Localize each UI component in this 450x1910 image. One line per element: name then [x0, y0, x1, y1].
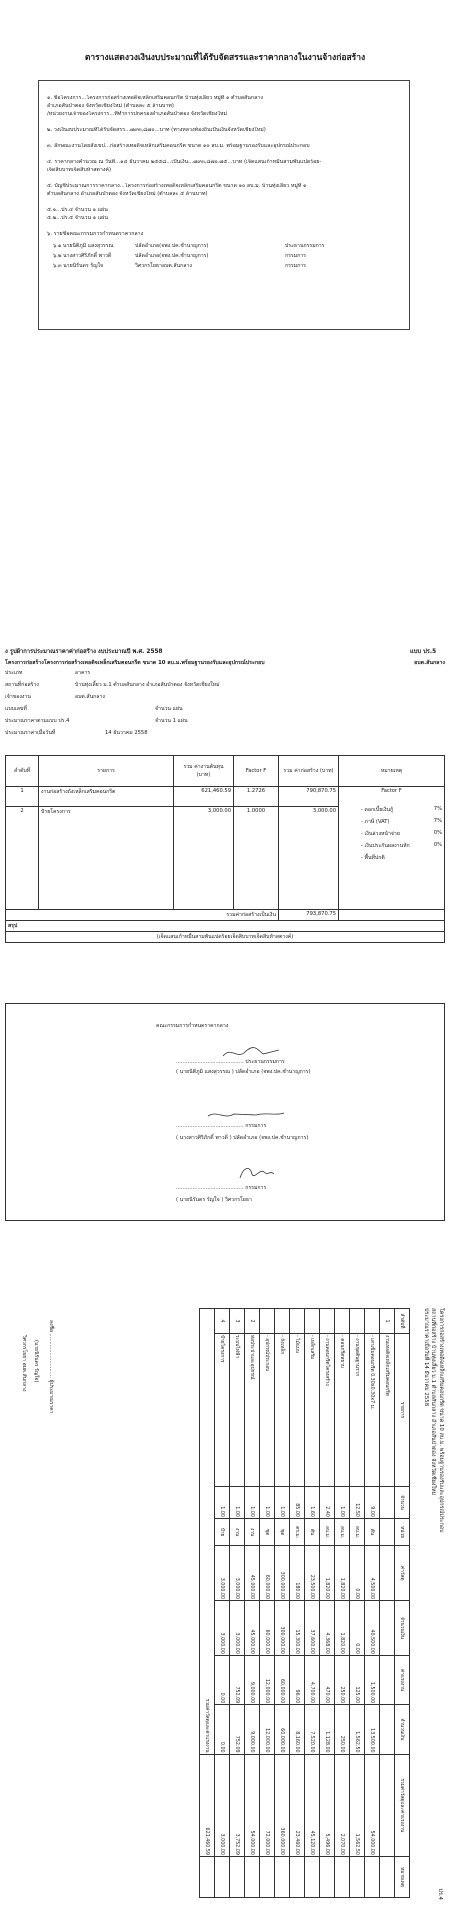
table-cell: 54,000.00 — [365, 1754, 380, 1856]
table-row — [350, 1309, 365, 1898]
info-value: บ้านทุ่งเลี้ยว ม.1 ตำบลสันกลาง อำเภอสันป่าตอง จังหวัดเชียงใหม่ — [75, 682, 220, 688]
table-cell: 360,000.00 — [275, 1754, 290, 1856]
table-cell: 4,368.00 — [320, 1601, 335, 1656]
committee-title: คณะกรรมการกำหนดราคากลาง — [156, 1023, 229, 1029]
table-row — [320, 1309, 335, 1898]
table-cell: 752.09 — [230, 1705, 245, 1754]
info-drawing-no — [5, 706, 183, 713]
table-cell: 1.00 — [275, 1487, 290, 1519]
table-cell: 752.09 — [230, 1655, 245, 1704]
table-cell: 1.00 — [260, 1487, 275, 1519]
summary-line-3: /หน่วยงานเจ้าของโครงการ...ที่ทำการปกครองอำเภอสันป่าตอง จังหวัดเชียงใหม่ — [47, 111, 228, 117]
summary-line-5: ๓. ลักษณะงานโดยสังเขป...ก่อสร้างเทอดิจเหล็กเสริมคอนกรีต ขนาด ๑๐ ลบ.ม. พร้อมฐานรองรับและอุปกรณ์ประกอบ — [47, 143, 310, 149]
bill-of-quantities-page — [0, 1300, 450, 1910]
info-value: 14 ธันวาคม 2558 — [105, 730, 148, 736]
table-cell: - ไม้แบบ — [290, 1334, 305, 1487]
table-cell: ชุด — [275, 1518, 290, 1545]
committee-role: กรรมการ — [285, 253, 306, 259]
col-header: จำนวน — [395, 1487, 410, 1519]
table-cell: 125.00 — [350, 1655, 365, 1704]
table-cell: 12,000.00 — [260, 1705, 275, 1754]
table-cell: 45,000.00 — [245, 1546, 260, 1601]
table-row — [305, 1309, 320, 1898]
table-cell — [380, 1487, 395, 1519]
table-cell — [365, 1856, 380, 1897]
cost-summary-table — [5, 755, 445, 943]
row-factor: 1.0000 — [234, 807, 279, 910]
table-cell — [380, 1546, 395, 1601]
signatory-name: ( นายนิรันดร รัญใจ ) วิศวกรโยธา — [176, 1197, 252, 1203]
table-cell: 3,000.00 — [215, 1754, 230, 1856]
summary-text-row — [6, 932, 445, 943]
info-value: จำนวน แผ่น — [155, 706, 183, 712]
table-cell: 2.40 — [320, 1487, 335, 1519]
row-total: 790,870.75 — [279, 787, 339, 807]
table-cell — [320, 1309, 335, 1334]
boq-title-line: โครงการก่อสร้างเทอดิจเหล็กเสริมคอนกรีต ขนาด 10 ลบ.ม. พร้อมฐานรองรับและอุปกรณ์ประกอบ — [438, 1308, 444, 1533]
table-cell: 1,562.50 — [350, 1705, 365, 1754]
table-cell: 9,000.00 — [245, 1705, 260, 1754]
signature-line: ......................................... กรรมการ — [176, 1185, 267, 1191]
factor-line: - เงินประกันผลงานหัก 0% — [361, 842, 442, 849]
factor-line: - ดอกเบี้ยเงินกู้ 7% — [361, 806, 442, 813]
table-cell: 3 — [230, 1309, 245, 1334]
table-cell — [335, 1309, 350, 1334]
signature-line: ......................................... กรรมการ — [176, 1123, 267, 1129]
table-cell: 300,000.00 — [275, 1546, 290, 1601]
committee-position: วิศวกรโยธาอบต.สันกลาง — [135, 263, 192, 269]
boq-header-row — [395, 1309, 410, 1898]
table-cell: 2 — [245, 1309, 260, 1334]
table-header-row — [6, 756, 445, 787]
row-factor: 1.2726 — [234, 787, 279, 807]
boq-page-code: ปร.4 — [437, 1888, 443, 1900]
committee-row-2 — [53, 253, 403, 260]
table-cell: 13,500.00 — [365, 1705, 380, 1754]
row-cost: 621,460.59 — [174, 787, 234, 807]
col-header: หมายเหตุ — [395, 1856, 410, 1897]
table-cell — [350, 1309, 365, 1334]
factor-line: - เงินล่วงหน้าจ่าย 0% — [361, 830, 442, 837]
table-cell: 1.00 — [245, 1487, 260, 1519]
info-label: ประมาณราคาตามแบบ ปร.4 — [5, 718, 70, 724]
project-name: โครงการก่อสร้างโครงการก่อสร้างเทอดิจเหล็กเสริมคอนกรีต ขนาด 10 ลบ.ม.พร้อมฐานรองรับและอุปกรณ์ประกอบ — [5, 660, 265, 666]
table-row — [335, 1309, 350, 1898]
factor-line: - ภาษี (VAT) 7% — [361, 818, 442, 825]
col-header: ค่าวัสดุ — [395, 1546, 410, 1601]
table-cell: 72,000.00 — [260, 1754, 275, 1856]
sum-label: รวมค่าก่อสร้างเป็นเงิน — [6, 910, 279, 921]
table-cell — [230, 1856, 245, 1897]
table-row — [380, 1309, 395, 1898]
summary-line-4: ๒. วงเงินงบประมาณที่ได้รับจัดสรร...๗๙๓,๘๗๐...บาท (ทางหลวงท้องถิ่นเป็นเงินจังหวัดเชียงใหม่) — [47, 127, 266, 133]
row-no: 2 — [6, 807, 39, 910]
table-cell: 300,000.00 — [275, 1601, 290, 1656]
table-cell — [305, 1309, 320, 1334]
table-cell: ตร.ม. — [290, 1518, 305, 1545]
table-cell: 54,000.00 — [245, 1754, 260, 1856]
table-cell: 3,752.09 — [230, 1754, 245, 1856]
info-value: จำนวน 1 แผ่น — [155, 718, 188, 724]
page1-title: ตารางแสดงวงเงินงบประมาณที่ได้รับจัดสรรและราคากลางในงานจ้างก่อสร้าง — [84, 53, 366, 63]
table-cell: ลบ.ม. — [320, 1518, 335, 1545]
table-cell: 15,300.00 — [290, 1601, 305, 1656]
table-row — [230, 1309, 245, 1898]
table-row — [215, 1309, 230, 1898]
table-cell: 9.00 — [365, 1487, 380, 1519]
table-cell: 1.00 — [230, 1487, 245, 1519]
table-cell: 180.00 — [290, 1546, 305, 1601]
summary-text: (เจ็ดแสนเก้าหมื่นสามพันแปดร้อยเจ็ดสิบบาทเจ็ดสิบห้าสตางค์) — [6, 932, 445, 943]
table-cell — [380, 1705, 395, 1754]
table-cell: 4 — [215, 1309, 230, 1334]
col-header: รวมค่าวัสดุและค่าแรงงาน — [395, 1754, 410, 1856]
table-cell: 4,500.00 — [365, 1546, 380, 1601]
table-cell: 250.00 — [335, 1655, 350, 1704]
table-cell: งาน — [230, 1518, 245, 1545]
table-cell: 3,000.00 — [215, 1601, 230, 1656]
table-cell: 23,500.00 — [305, 1546, 320, 1601]
summary-line-11: ๕.๒...ปร.๕ จำนวน ๑ แผ่น — [47, 215, 108, 221]
table-cell — [305, 1856, 320, 1897]
table-cell — [290, 1856, 305, 1897]
table-cell: - ถังเหล็ก — [275, 1334, 290, 1487]
table-cell: 3,000.00 — [215, 1546, 230, 1601]
factor-line: - พื้นที่ปกติ — [361, 855, 385, 861]
project-owner: อบต.สันกลาง — [414, 660, 445, 666]
committee-row-3 — [53, 263, 403, 270]
table-cell: 1,500.00 — [365, 1655, 380, 1704]
summary-line-6: ๔. ราคากลางคำนวณ ณ วันที่...๑๔ ธันวาคม ๒๕๕๘...เป็นเงิน...๗๙๓,๘๗๐.๗๕...บาท (เจ็ดแสนเก้าหมื่นสามพันแปดร้อย- — [47, 159, 322, 165]
table-cell — [260, 1309, 275, 1334]
table-cell: 85.00 — [290, 1487, 305, 1519]
summary-line-8: ๕. บัญชีประมาณการราคากลาง...โครงการก่อสร้างเทอดิจเหล็กเสริมคอนกรีต ขนาด ๑๐ ลบ.ม. บ้านทุ่งเลี้ยว หมู่ที่ ๑ — [47, 183, 307, 189]
boq-title-line: ประมาณราคาเมื่อวันที่ 14 ธันวาคม 2558 — [423, 1308, 429, 1407]
project-header — [5, 660, 445, 667]
committee-role: กรรมการ — [285, 263, 306, 269]
signatory-name: ( นายนิติภูมิ แสงสุวรรณ ) ปลัดอำเภอ (จพง.ปค.ชำนาญการ) — [176, 1069, 311, 1075]
boq-total-label: รวมค่าวัสดุและค่าแรงงาน — [200, 1309, 215, 1755]
table-cell: ลบ.ม. — [350, 1518, 365, 1545]
table-cell: - งานขุดดินฐานราก — [350, 1334, 365, 1487]
table-cell: - งานคอนกรีตโครงสร้าง — [320, 1334, 335, 1487]
info-label: ประมาณราคาเมื่อวันที่ — [5, 730, 56, 736]
col-header: หมายเหตุ — [339, 756, 445, 787]
table-cell — [260, 1856, 275, 1897]
table-cell: 45,000.00 — [245, 1601, 260, 1656]
table-cell: 4,700.00 — [305, 1655, 320, 1704]
estimator-position: วิศวกรโยธา อบต.สันกลาง — [21, 1335, 27, 1392]
info-label: ประเภท — [5, 670, 23, 676]
table-row — [290, 1309, 305, 1898]
boq-total-value: 621,460.59 — [200, 1754, 215, 1856]
table-cell: - เสาเข็มคอนกรีต 0.30x0.30x7 ม. — [365, 1334, 380, 1487]
col-header: รวม ค่าก่อสร้าง (บาท) — [279, 756, 339, 787]
table-row — [275, 1309, 290, 1898]
table-cell: 60,000.00 — [260, 1601, 275, 1656]
table-cell — [380, 1601, 395, 1656]
col-header: รายการ — [39, 756, 174, 787]
table-cell: 60,000.00 — [260, 1546, 275, 1601]
boq-total-row — [200, 1309, 215, 1898]
committee-name: ๖.๒ นางสาวศิริภักดิ์ พาวดี — [53, 253, 112, 259]
summary-line-1: ๑. ชื่อโครงการ...โครงการก่อสร้างเทอดิจเหล็กเสริมคอนกรีต บ้านทุ่งเลี้ยว หมู่ที่ ๑ ตำบลสันกลาง — [47, 95, 263, 101]
summary-line-12: ๖. รายชื่อคณะกรรมการกำหนดราคากลาง — [47, 231, 144, 237]
info-label: แบบเลขที่ — [5, 706, 27, 712]
signature-line: ......................................... ประธานกรรมการ — [176, 1059, 285, 1065]
table-cell: 1.00 — [215, 1487, 230, 1519]
form-header-title: ง รูปผ้าการประมาณราคาค่าก่อสร้าง งบประมาณปี พ.ศ. 2558 — [5, 649, 163, 655]
table-cell: 470.00 — [320, 1655, 335, 1704]
signature-3 — [236, 1162, 276, 1184]
table-cell: 37,600.00 — [305, 1601, 320, 1656]
table-cell: ป้ายโครงการ — [215, 1334, 230, 1487]
table-row — [260, 1309, 275, 1898]
table-cell: 5,496.00 — [320, 1754, 335, 1856]
col-header: รายการ — [395, 1334, 410, 1487]
table-cell: ระบบไฟฟ้า — [230, 1334, 245, 1487]
col-header: จำนวนเงิน — [395, 1601, 410, 1656]
table-cell: 7,520.00 — [305, 1705, 320, 1754]
boq-table — [199, 1308, 410, 1898]
committee-row-1 — [53, 243, 403, 250]
table-cell: ตัน — [305, 1518, 320, 1545]
table-cell: 1,820.00 — [335, 1546, 350, 1601]
sum-value: 793,870.75 — [279, 910, 339, 921]
row-no: 1 — [6, 787, 39, 807]
table-cell: 2,070.00 — [335, 1754, 350, 1856]
info-label: สถานที่ก่อสร้าง — [5, 682, 39, 688]
row-cost: 3,000.00 — [174, 807, 234, 910]
table-cell: - คอนกรีตหยาบ — [335, 1334, 350, 1487]
col-header: หน่วย — [395, 1518, 410, 1545]
row-total: 3,000.00 — [279, 807, 339, 910]
table-cell: 23,460.00 — [290, 1754, 305, 1856]
info-value: อบต.สันกลาง — [75, 694, 105, 700]
col-header: ลำดับที่ — [395, 1309, 410, 1334]
col-header: ค่าแรงงาน — [395, 1655, 410, 1704]
table-cell: ชุด — [260, 1518, 275, 1545]
committee-position: ปลัดอำเภอ(จพง.ปค.ชำนาญการ) — [135, 243, 209, 249]
table-cell: 40,500.00 — [365, 1601, 380, 1656]
col-header: จำนวนเงิน — [395, 1705, 410, 1754]
table-cell: ป้าย — [215, 1518, 230, 1545]
table-cell — [350, 1856, 365, 1897]
table-row — [6, 787, 445, 807]
table-cell: 0.00 — [350, 1546, 365, 1601]
table-cell: 250.00 — [335, 1705, 350, 1754]
table-cell — [275, 1309, 290, 1334]
committee-role: ประธานกรรมการ — [285, 243, 325, 249]
row-item: งานก่อสร้างถังเหล็กเสริมคอนกรีต — [39, 787, 174, 807]
signatory-name: ( นางสาวศิริภักดิ์ พาวดี ) ปลัดอำเภอ (จพง.ปค.ชำนาญการ) — [176, 1135, 309, 1141]
table-cell — [365, 1309, 380, 1334]
table-cell — [320, 1856, 335, 1897]
table-cell — [275, 1856, 290, 1897]
table-cell: - เหล็กเสริม — [305, 1334, 320, 1487]
table-cell: 1,562.50 — [350, 1754, 365, 1856]
remarks-cell — [339, 787, 445, 910]
table-cell: 1 — [380, 1309, 395, 1334]
col-header: Factor F — [234, 756, 279, 787]
table-cell: งาน — [245, 1518, 260, 1545]
table-cell: ต้น — [365, 1518, 380, 1545]
boq-title — [422, 1308, 445, 1533]
table-cell: 0.00 — [215, 1705, 230, 1754]
summary-line-2: อำเภอสันป่าตอง จังหวัดเชียงใหม่ (ตำบลละ ๕ ล้านบาท) — [47, 103, 174, 109]
col-header: ลำดับที่ — [6, 756, 39, 787]
col-header: รวม ค่างานต้นทุน (บาท) — [174, 756, 234, 787]
boq-title-line: สถานที่ก่อสร้าง บ้านทุ่งเลี้ยว ม.1 ตำบลสันกลาง อำเภอสันป่าตอง จังหวัดเชียงใหม่ — [430, 1308, 437, 1496]
table-cell: งานเทอดิจเหล็กเสริมคอนกรีต — [380, 1334, 395, 1487]
table-cell: 0.00 — [215, 1655, 230, 1704]
table-cell — [380, 1754, 395, 1856]
summary-line-10: ๕.๑...ปร.๔ จำนวน ๑ แผ่น — [47, 207, 108, 213]
table-cell: 3,000.00 — [230, 1546, 245, 1601]
table-cell — [290, 1309, 305, 1334]
table-cell — [335, 1856, 350, 1897]
summary-line-7: เจ็ดสิบบาทเจ็ดสิบห้าสตางค์) — [47, 167, 112, 173]
table-cell: 60,000.00 — [275, 1655, 290, 1704]
summary-row — [6, 921, 445, 932]
form-code: แบบ ปร.5 — [410, 649, 437, 655]
table-cell: 1,820.00 — [335, 1601, 350, 1656]
row-item: ป้ายโครงการ — [39, 807, 174, 910]
table-cell — [380, 1856, 395, 1897]
table-cell — [215, 1856, 230, 1897]
table-cell: 0.00 — [350, 1601, 365, 1656]
table-cell: 45,120.00 — [305, 1754, 320, 1856]
table-cell: 1,820.00 — [320, 1546, 335, 1601]
info-value: อาคาร — [75, 670, 91, 676]
summary-label: สรุป — [6, 921, 445, 932]
budget-summary-box — [38, 80, 410, 330]
committee-position: ปลัดอำเภอ(จพง.ปค.ชำนาญการ) — [135, 253, 209, 259]
table-cell: 1,128.00 — [320, 1705, 335, 1754]
info-estimate-date — [5, 730, 148, 737]
table-cell: 60,000.00 — [275, 1705, 290, 1754]
table-cell: 9,000.00 — [245, 1655, 260, 1704]
info-owner — [5, 694, 105, 701]
committee-name: ๖.๑ นายนิติภูมิ แสงสุวรรณ — [53, 243, 114, 249]
table-row — [245, 1309, 260, 1898]
table-cell — [380, 1518, 395, 1545]
estimator-name: (นายนิรันดร รัญใจ) — [33, 1340, 39, 1383]
info-label: เจ้าของงาน — [5, 694, 31, 700]
factor-title: Factor F — [381, 788, 402, 794]
table-cell: ท่อประปาและอุปกรณ์ — [245, 1334, 260, 1487]
table-cell: 12.50 — [350, 1487, 365, 1519]
table-cell: ลบ.ม. — [335, 1518, 350, 1545]
boq-body — [215, 1309, 395, 1898]
summary-line-9: ตำบลสันกลาง อำเภอสันป่าตอง จังหวัดเชียงใหม่ (ตำบลละ ๕ ล้านบาท) — [47, 191, 208, 197]
table-row — [365, 1309, 380, 1898]
table-cell: - อุปกรณ์ประกอบ — [260, 1334, 275, 1487]
table-cell: 1.60 — [305, 1487, 320, 1519]
info-type — [5, 670, 90, 677]
table-cell: 8,160.00 — [290, 1705, 305, 1754]
committee-name: ๖.๓ นายนิรันดร รัญใจ — [53, 263, 104, 269]
estimator-sign: ลงชื่อ ............................ ผู้ประมาณราคา — [48, 1320, 54, 1414]
table-cell: 12,000.00 — [260, 1655, 275, 1704]
sum-row — [6, 910, 445, 921]
table-cell — [245, 1856, 260, 1897]
table-cell: 1.00 — [335, 1487, 350, 1519]
table-cell: 96.00 — [290, 1655, 305, 1704]
info-location — [5, 682, 220, 689]
table-cell — [380, 1655, 395, 1704]
info-estimate-form — [5, 718, 188, 725]
table-cell: 3,000.00 — [230, 1601, 245, 1656]
signature-box — [5, 1003, 445, 1221]
